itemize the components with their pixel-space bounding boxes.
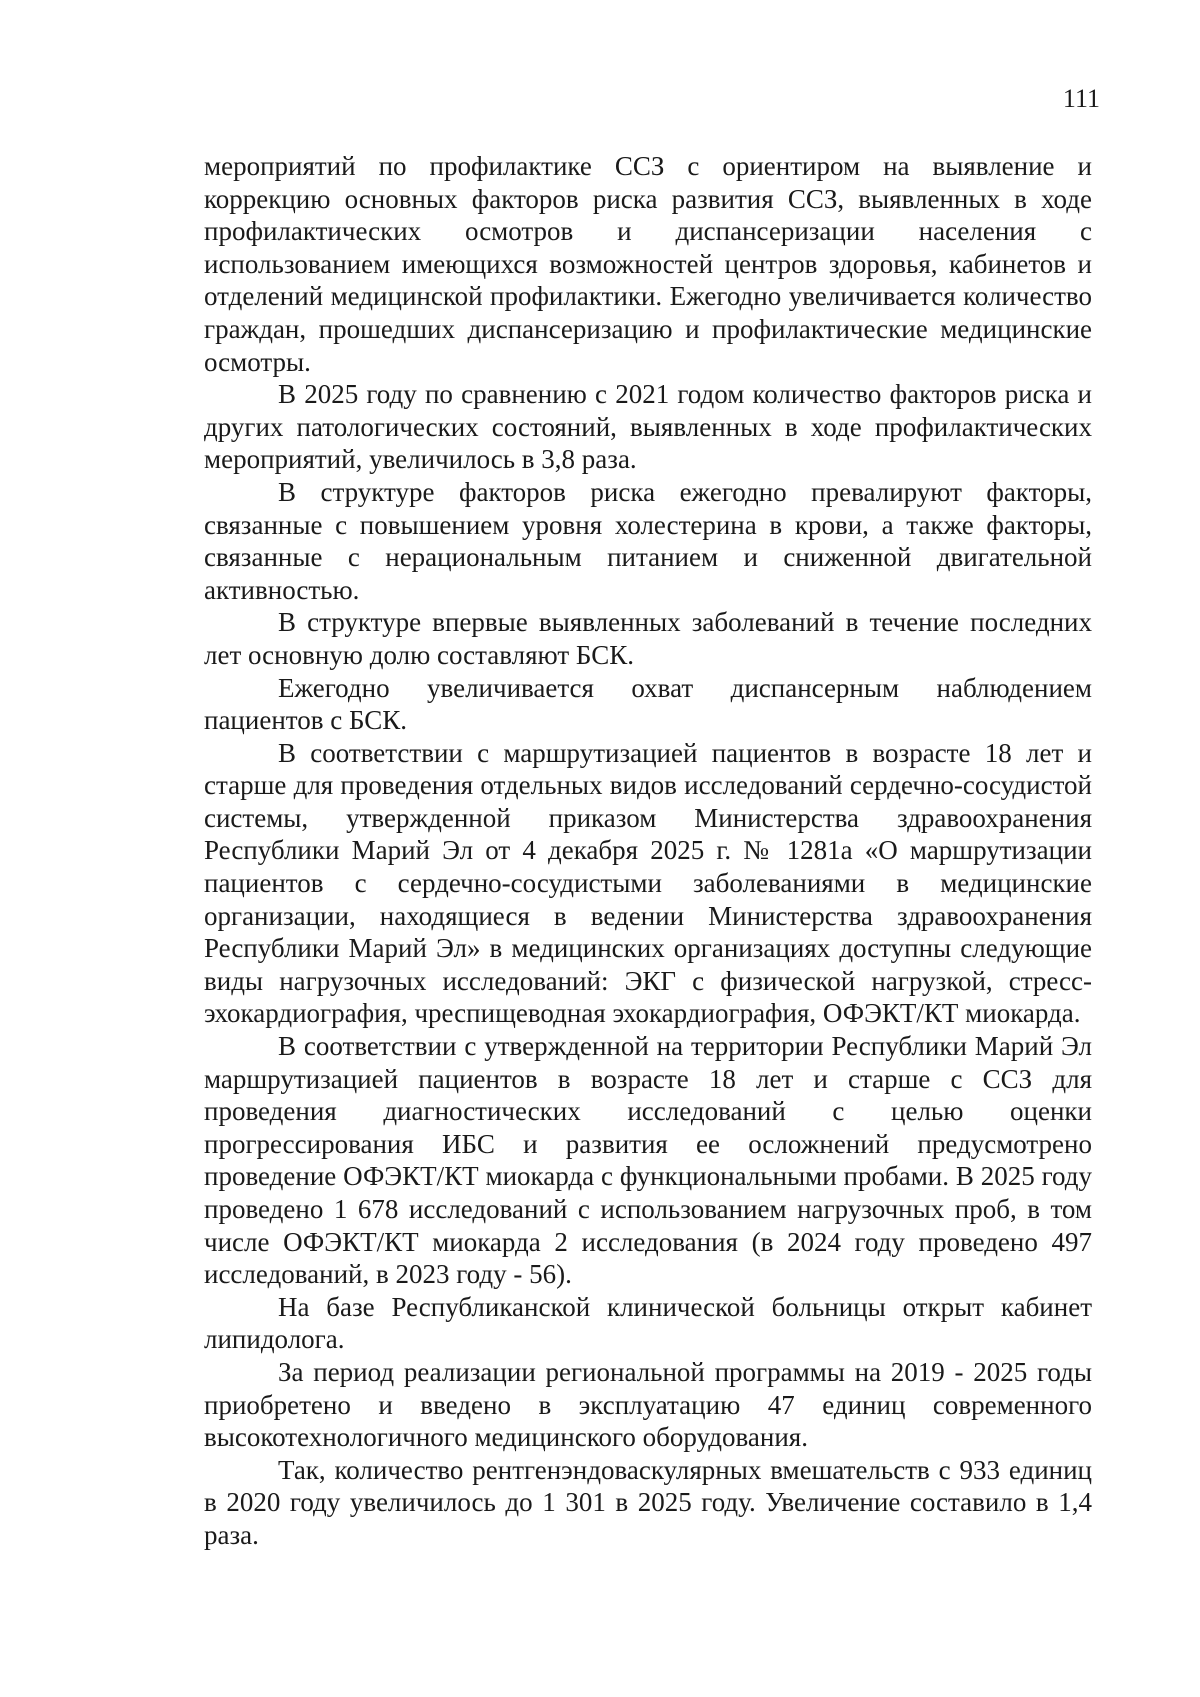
paragraph-routing-order: В соответствии с маршрутизацией пациентов в возрасте 18 лет и старше для проведения отдельных видов исследований сердечно-сосудистой системы, утвержденной приказом Министерства здравоохранения Республики Марий Эл от 4 декабря 2025 г. № 1281а «О маршрутизации пациентов с сердечно-сосудистыми заболеваниями в медицинские организации, находящиеся в ведении Министерства здравоохранения Республики Марий Эл» в медицинских организациях доступны следующие виды нагрузочных исследований: ЭКГ с физической нагрузкой, стресс-эхокардиография, чреспищеводная эхокардиография, ОФЭКТ/КТ миокарда. [204,737,1092,1029]
paragraph-lipidologist-office: На базе Республиканской клинической больницы открыт кабинет липидолога. [204,1291,1092,1355]
paragraph-prevention-measures: мероприятий по профилактике ССЗ с ориентиром на выявление и коррекцию основных факторов риска развития ССЗ, выявленных в ходе профилактических осмотров и диспансеризации населения с использованием имеющихся возможностей центров здоровья, кабинетов и отделений медицинской профилактики. Ежегодно увеличивается количество граждан, прошедших диспансеризацию и профилактические медицинские осмотры. [204,151,1092,377]
page-number: 111 [1062,84,1100,113]
paragraph-endovascular-interventions: Так, количество рентгенэндоваскулярных вмешательств с 933 единиц в 2020 году увеличилось до 1 301 в 2025 году. Увеличение составило в 1,4 раза. [204,1454,1092,1550]
paragraph-equipment-acquired: За период реализации региональной программы на 2019 - 2025 годы приобретено и введено в эксплуатацию 47 единиц современного высокотехнологичного медицинского оборудования. [204,1356,1092,1453]
paragraph-risk-factors-structure: В структуре факторов риска ежегодно превалируют факторы, связанные с повышением уровня холестерина в крови, а также факторы, связанные с нерациональным питанием и сниженной двигательной активностью. [204,476,1092,605]
document-body [204,150,1092,1552]
paragraph-diagnostic-studies: В соответствии с утвержденной на территории Республики Марий Эл маршрутизацией пациентов в возрасте 18 лет и старше с ССЗ для проведения диагностических исследований с целью оценки прогрессирования ИБС и развития ее осложнений предусмотрено проведение ОФЭКТ/КТ миокарда с функциональными пробами. В 2025 году проведено 1 678 исследований с использованием нагрузочных проб, в том числе ОФЭКТ/КТ миокарда 2 исследования (в 2024 году проведено 497 исследований, в 2023 году - 56). [204,1031,1092,1290]
paragraph-risk-factors-growth: В 2025 году по сравнению с 2021 годом количество факторов риска и других патологических состояний, выявленных в ходе профилактических мероприятий, увеличилось в 3,8 раза. [204,379,1092,475]
paragraph-dispensary-coverage: Ежегодно увеличивается охват диспансерным наблюдением пациентов с БСК. [204,672,1092,736]
paragraph-newly-detected-diseases: В структуре впервые выявленных заболеваний в течение последних лет основную долю составляют БСК. [204,607,1092,670]
